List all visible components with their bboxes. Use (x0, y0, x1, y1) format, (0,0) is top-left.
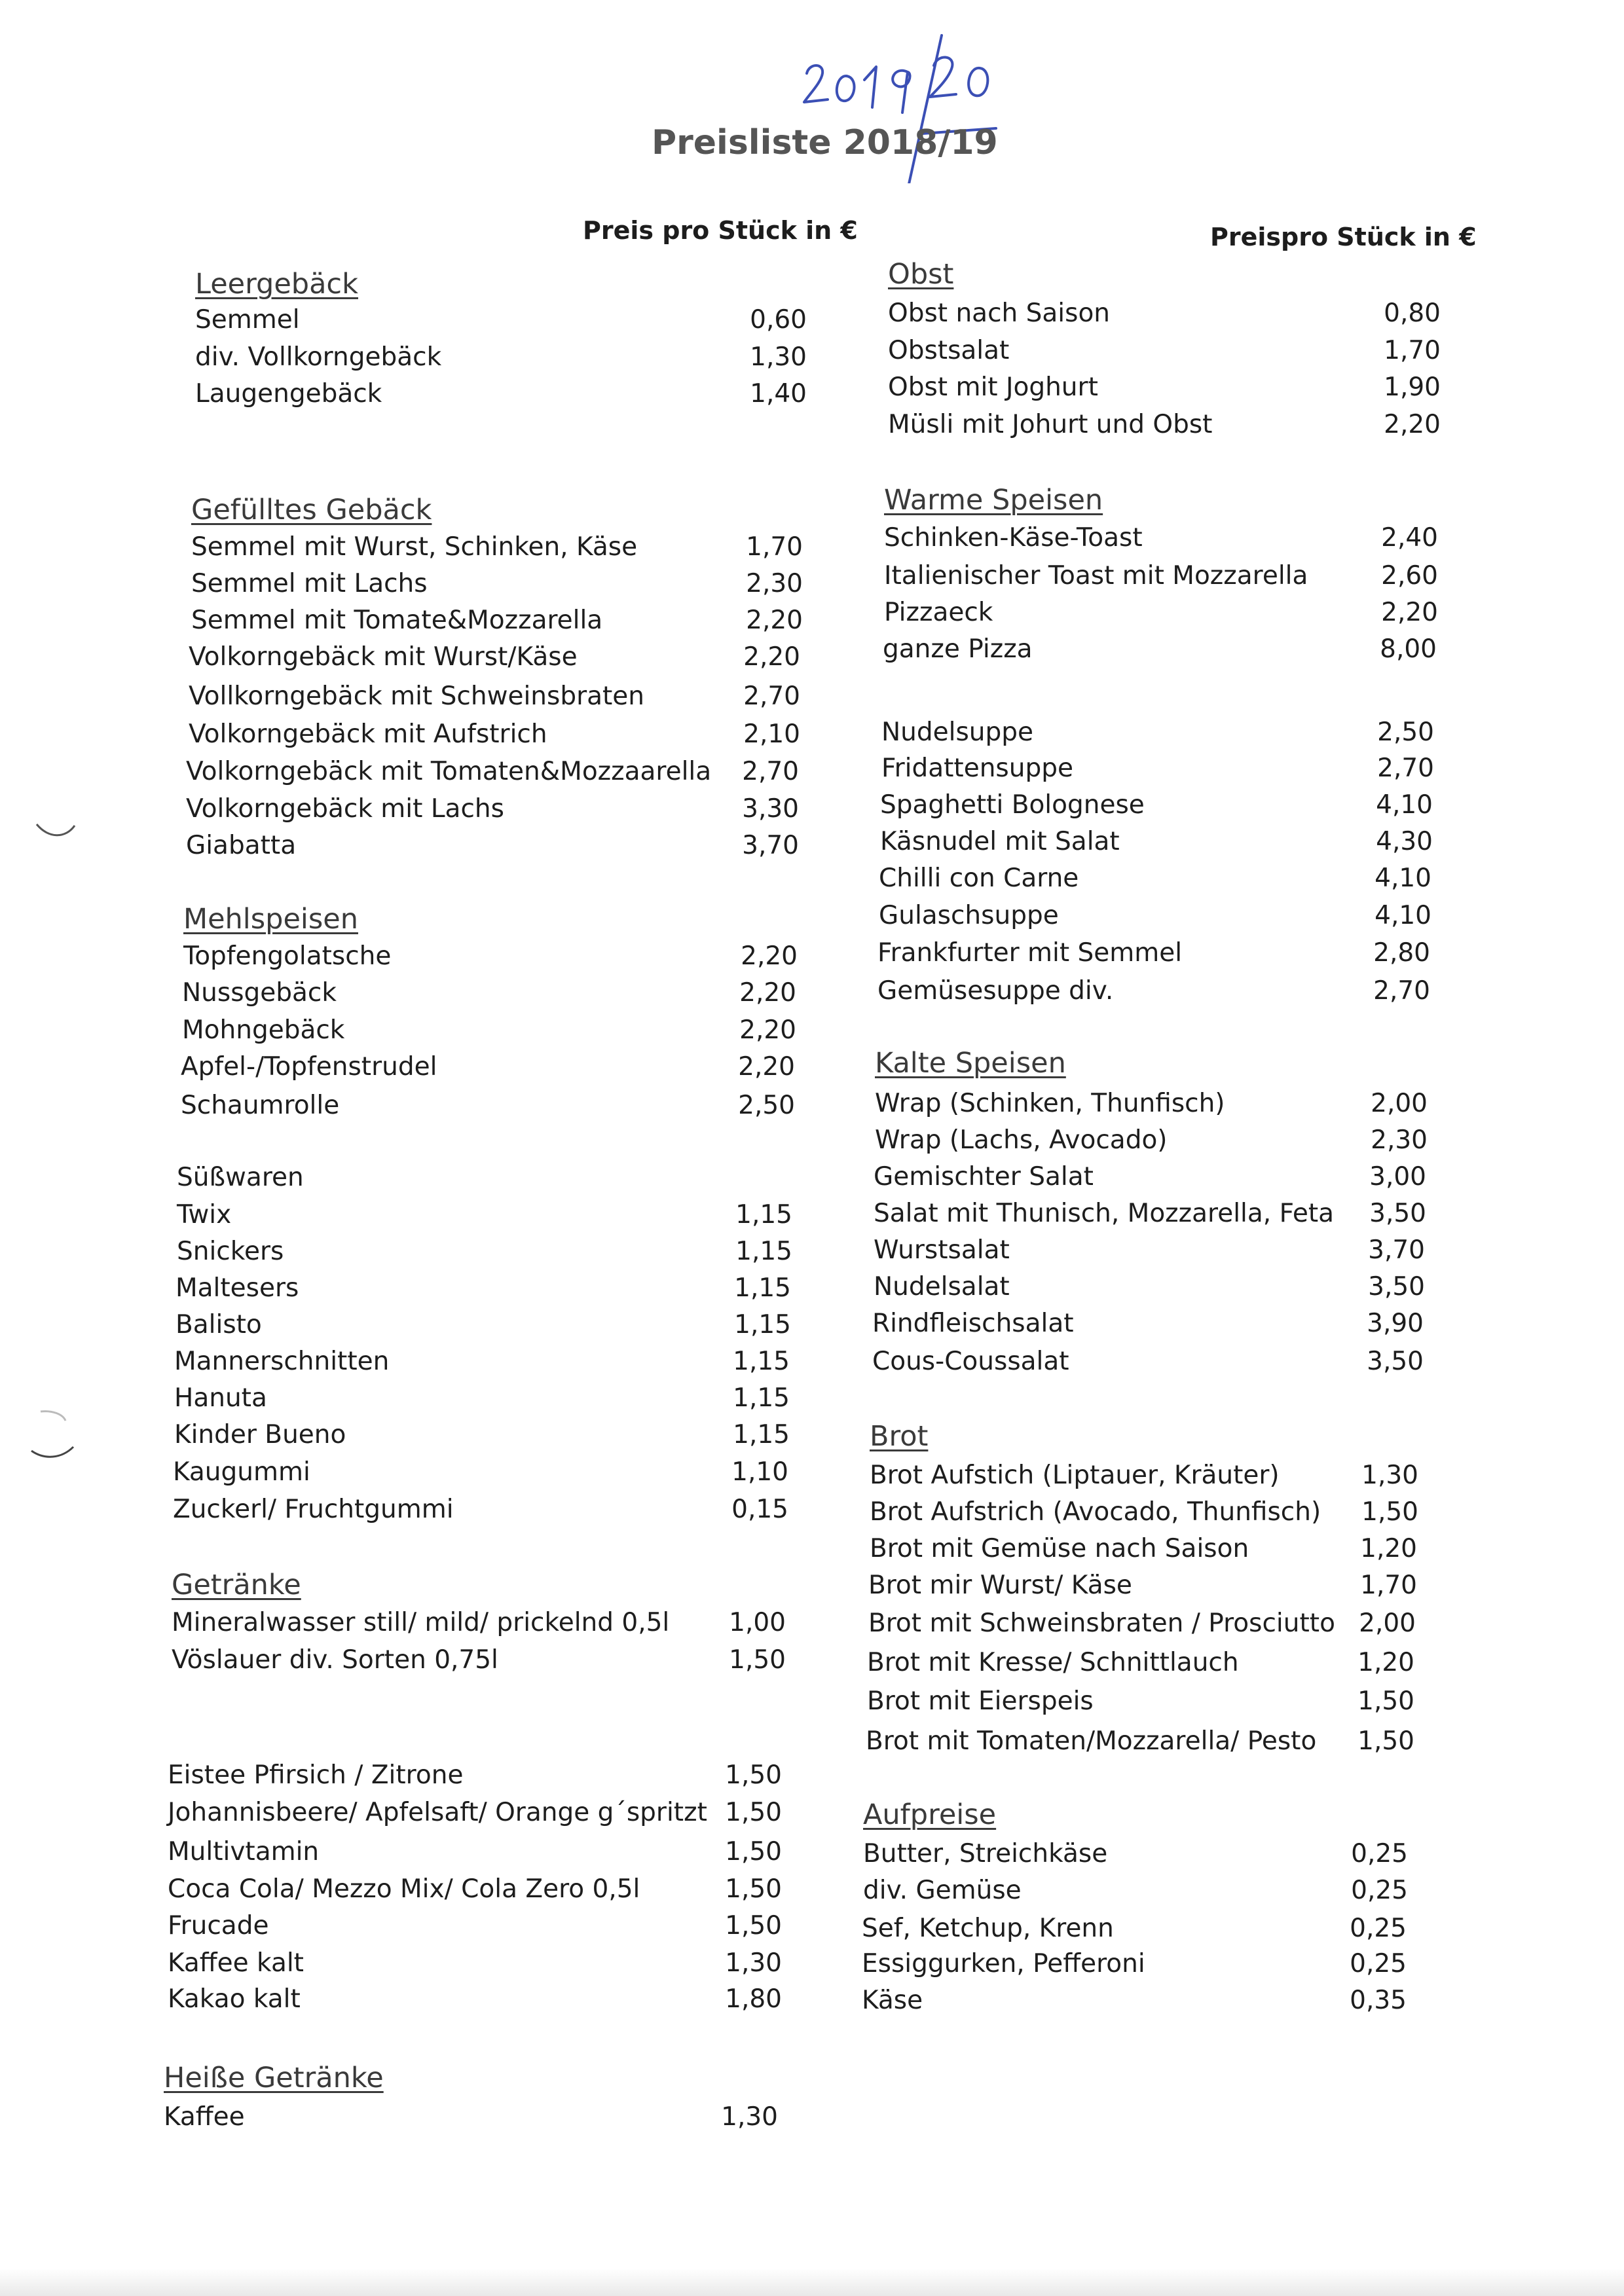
hole-punch-mark (26, 1408, 79, 1467)
price-row (868, 1608, 1416, 1645)
item-price: 1,15 (735, 1200, 792, 1230)
price-row (186, 756, 799, 793)
item-name: Obst mit Joghurt (888, 373, 1098, 402)
item-price: 2,60 (1381, 561, 1438, 591)
item-price: 2,00 (1371, 1089, 1428, 1118)
item-name: Schinken-Käse-Toast (884, 523, 1143, 553)
item-price: 4,10 (1375, 901, 1431, 930)
item-price: 1,30 (725, 1948, 782, 1978)
section-heading (195, 268, 807, 305)
price-row (168, 1797, 782, 1834)
item-price: 1,50 (725, 1798, 782, 1827)
section-heading (888, 259, 1441, 295)
price-row (189, 642, 800, 678)
item-price: 1,50 (729, 1645, 786, 1675)
item-price: 1,50 (725, 1911, 782, 1941)
price-row (872, 1346, 1424, 1383)
item-price: 1,10 (731, 1457, 788, 1487)
price-row (181, 1090, 795, 1127)
item-price: 2,70 (1373, 976, 1430, 1006)
item-name: Vollkorngebäck mit Schweinsbraten (189, 682, 645, 711)
price-row (863, 1875, 1408, 1912)
item-price: 3,70 (742, 831, 799, 860)
item-name: Multivtamin (168, 1837, 320, 1867)
item-name: Frankfurter mit Semmel (877, 938, 1183, 968)
item-price: 2,70 (1377, 754, 1434, 783)
item-price: 2,10 (743, 720, 800, 749)
item-name: Gemischter Salat (874, 1162, 1094, 1192)
price-row (168, 1760, 782, 1796)
item-price: 3,70 (1368, 1235, 1425, 1265)
price-row (875, 1088, 1428, 1125)
price-row (168, 1984, 782, 2020)
item-name: Brot mit Tomaten/Mozzarella/ Pesto (866, 1726, 1317, 1756)
item-price: 2,50 (1377, 718, 1434, 747)
price-row (881, 717, 1434, 754)
item-name: Kaffee kalt (168, 1948, 304, 1978)
item-price: 2,40 (1381, 523, 1438, 553)
price-row (863, 1838, 1408, 1875)
item-price: 2,80 (1373, 938, 1430, 968)
section-title: Warme Speisen (884, 484, 1103, 517)
item-name: Käsnudel mit Salat (880, 827, 1120, 856)
item-name: Müsli mit Johurt und Obst (888, 410, 1213, 439)
price-row (867, 1647, 1414, 1684)
item-name: Wurstsalat (874, 1235, 1010, 1265)
price-row (168, 1948, 782, 1984)
item-price: 1,70 (746, 532, 803, 562)
item-price: 2,20 (743, 642, 800, 672)
item-name: Kakao kalt (168, 1984, 301, 2014)
item-name: Chilli con Carne (879, 864, 1079, 893)
price-row (888, 335, 1441, 372)
price-row (862, 1985, 1407, 2022)
price-row (888, 372, 1441, 409)
item-price: 2,30 (1371, 1125, 1428, 1155)
section-heading (863, 1799, 1408, 1836)
section-title: Leergebäck (195, 268, 358, 301)
price-row (189, 719, 800, 756)
item-name: Vöslauer div. Sorten 0,75l (172, 1645, 498, 1675)
item-price: 4,10 (1376, 790, 1433, 820)
item-price: 1,90 (1384, 373, 1441, 402)
item-price: 0,25 (1350, 1914, 1407, 1943)
price-row (177, 1199, 792, 1236)
price-row (175, 1309, 791, 1346)
section-heading (884, 484, 1438, 521)
price-row (177, 1236, 792, 1273)
item-name: Nudelsalat (874, 1272, 1010, 1302)
price-row (868, 1570, 1417, 1607)
price-row (877, 975, 1430, 1012)
price-row (874, 1198, 1426, 1235)
item-name: div. Gemüse (863, 1876, 1022, 1905)
item-price: 3,30 (742, 794, 799, 824)
section-title: Brot (870, 1420, 929, 1453)
item-price: 2,20 (739, 978, 796, 1008)
item-price: 8,00 (1380, 634, 1437, 664)
item-name: Pizzaeck (884, 598, 993, 627)
item-name: ganze Pizza (883, 634, 1033, 664)
price-row (195, 378, 807, 415)
item-name: Zuckerl/ Fruchtgummi (173, 1495, 454, 1524)
price-row (182, 977, 796, 1014)
item-name: Eistee Pfirsich / Zitrone (168, 1760, 464, 1790)
price-row (874, 1235, 1425, 1271)
item-name: Sef, Ketchup, Krenn (862, 1914, 1114, 1943)
item-name: Hanuta (174, 1383, 267, 1413)
item-name: Topfengolatsche (183, 941, 392, 971)
item-name: Brot mit Gemüse nach Saison (870, 1534, 1249, 1563)
item-name: Volkorngebäck mit Tomaten&Mozzaarella (186, 757, 712, 786)
item-name: Laugengebäck (195, 379, 382, 409)
item-name: Spaghetti Bolognese (880, 790, 1145, 820)
item-name: Käse (862, 1986, 923, 2015)
price-row (862, 1948, 1407, 1985)
item-price: 1,15 (733, 1420, 790, 1449)
item-price: 0,15 (731, 1495, 788, 1524)
item-price: 1,15 (733, 1347, 790, 1376)
item-name: Nudelsuppe (881, 718, 1034, 747)
section-title: Mehlspeisen (183, 903, 358, 936)
item-price: 1,15 (734, 1310, 791, 1339)
item-price: 0,25 (1351, 1876, 1408, 1905)
price-row (174, 1419, 790, 1456)
section-title: Obst (888, 258, 954, 291)
item-name: Cous-Coussalat (872, 1347, 1069, 1376)
item-price: 2,50 (738, 1091, 795, 1120)
section-heading (183, 903, 798, 940)
price-row (182, 1015, 796, 1051)
item-price: 1,50 (725, 1874, 782, 1904)
item-price: 2,00 (1359, 1609, 1416, 1638)
scan-edge (0, 2269, 1624, 2296)
item-name: Mineralwasser still/ mild/ prickelnd 0,5l (172, 1608, 670, 1637)
item-price: 3,90 (1367, 1309, 1424, 1338)
item-name: Coca Cola/ Mezzo Mix/ Cola Zero 0,5l (168, 1874, 640, 1904)
item-price: 2,20 (1384, 410, 1441, 439)
item-name: Volkorngebäck mit Aufstrich (189, 720, 547, 749)
price-row (191, 568, 803, 605)
item-price: 1,50 (1357, 1686, 1414, 1716)
item-name: Gulaschsuppe (879, 901, 1059, 930)
item-price: 2,20 (741, 941, 798, 971)
item-name: Balisto (175, 1310, 262, 1339)
price-row (862, 1913, 1407, 1950)
section-title: Kalte Speisen (875, 1047, 1066, 1080)
section-title: Gefülltes Gebäck (191, 494, 432, 526)
item-name: Giabatta (186, 831, 297, 860)
item-price: 1,20 (1357, 1648, 1414, 1677)
section-heading (191, 494, 803, 531)
price-row (888, 298, 1441, 335)
section-title: Aufpreise (863, 1798, 997, 1831)
price-row (172, 1645, 786, 1681)
item-name: Kaugummi (173, 1457, 310, 1487)
item-name: Butter, Streichkäse (863, 1839, 1108, 1868)
item-name: Kinder Bueno (174, 1420, 346, 1449)
item-name: Wrap (Schinken, Thunfisch) (875, 1089, 1225, 1118)
price-row (189, 681, 800, 718)
item-name: Obst nach Saison (888, 299, 1111, 328)
item-price: 0,35 (1350, 1986, 1407, 2015)
item-price: 2,70 (742, 757, 799, 786)
price-row (877, 938, 1430, 974)
item-price: 1,30 (750, 342, 807, 372)
item-price: 1,70 (1360, 1571, 1417, 1600)
item-name: Maltesers (175, 1273, 299, 1303)
item-price: 1,30 (1361, 1461, 1418, 1490)
price-row (870, 1497, 1418, 1533)
item-price: 3,50 (1368, 1272, 1425, 1302)
item-name: Schaumrolle (181, 1091, 340, 1120)
price-row (183, 941, 798, 977)
price-row (875, 1125, 1428, 1161)
item-name: Gemüsesuppe div. (877, 976, 1114, 1006)
item-name: Wrap (Lachs, Avocado) (875, 1125, 1168, 1155)
item-price: 1,15 (735, 1237, 792, 1266)
item-price: 0,80 (1384, 299, 1441, 328)
item-price: 3,50 (1369, 1199, 1426, 1228)
price-row (173, 1457, 788, 1493)
price-row (181, 1051, 795, 1088)
item-name: Brot Aufstrich (Avocado, Thunfisch) (870, 1497, 1321, 1527)
price-row (884, 522, 1438, 559)
price-row (867, 1686, 1414, 1722)
price-row (174, 1346, 790, 1383)
item-name: Semmel mit Tomate&Mozzarella (191, 606, 603, 635)
price-row (870, 1533, 1417, 1570)
item-name: Obstsalat (888, 336, 1010, 365)
item-name: Semmel mit Lachs (191, 569, 428, 598)
price-row (880, 790, 1433, 826)
price-row (168, 1836, 782, 1873)
item-name: Snickers (177, 1237, 284, 1266)
price-row (186, 793, 799, 830)
item-name: Fridattensuppe (881, 754, 1073, 783)
item-name: Nussgebäck (182, 978, 337, 1008)
item-price: 2,20 (746, 606, 803, 635)
item-price: 2,20 (1381, 598, 1438, 627)
item-price: 1,50 (725, 1760, 782, 1790)
price-row (888, 409, 1441, 446)
item-price: 3,50 (1367, 1347, 1424, 1376)
item-price: 2,20 (739, 1015, 796, 1045)
price-row (883, 634, 1437, 670)
price-row (872, 1308, 1424, 1345)
item-price: 0,25 (1350, 1949, 1407, 1978)
hole-punch-mark (33, 815, 79, 848)
item-price: 1,50 (725, 1837, 782, 1867)
price-row (881, 753, 1434, 790)
item-price: 1,70 (1384, 336, 1441, 365)
item-name: Brot mit Eierspeis (867, 1686, 1094, 1716)
item-name: Semmel mit Wurst, Schinken, Käse (191, 532, 638, 562)
item-price: 1,00 (729, 1608, 786, 1637)
price-row (874, 1161, 1426, 1198)
item-name: Apfel-/Topfenstrudel (181, 1052, 437, 1082)
item-name: Salat mit Thunisch, Mozzarella, Feta (874, 1199, 1335, 1228)
item-name: Rindfleischsalat (872, 1309, 1074, 1338)
section-title: Süßwaren (177, 1163, 304, 1192)
item-name: Volkorngebäck mit Lachs (186, 794, 504, 824)
item-price: 1,50 (1361, 1497, 1418, 1527)
price-row (884, 597, 1438, 634)
price-row (884, 560, 1438, 597)
price-row (195, 342, 807, 378)
item-name: Twix (177, 1200, 232, 1230)
item-name: Brot mit Schweinsbraten / Prosciutto (868, 1609, 1335, 1638)
right-column-header: Preispro Stück in € (1210, 223, 1477, 251)
item-name: Johannisbeere/ Apfelsaft/ Orange g´spritzt (168, 1798, 707, 1827)
item-price: 3,00 (1369, 1162, 1426, 1192)
item-name: Frucade (168, 1911, 269, 1941)
item-price: 1,80 (725, 1984, 782, 2014)
item-price: 1,30 (721, 2102, 778, 2132)
section-title: Getränke (172, 1569, 301, 1601)
price-row (175, 1273, 791, 1309)
price-row (173, 1494, 788, 1531)
price-row (164, 2102, 778, 2138)
section-heading (870, 1421, 1420, 1457)
item-price: 1,15 (734, 1273, 791, 1303)
section-heading (172, 1569, 786, 1606)
price-row (874, 1271, 1425, 1308)
left-column-header: Preis pro Stück in € (583, 216, 858, 245)
item-name: Essiggurken, Pefferoni (862, 1949, 1145, 1978)
price-row (191, 532, 803, 568)
item-name: Mannerschnitten (174, 1347, 390, 1376)
page-title: Preisliste 2018/19 (652, 123, 998, 162)
item-name: Volkorngebäck mit Wurst/Käse (189, 642, 578, 672)
price-row (195, 304, 807, 341)
price-row (186, 830, 799, 867)
price-row (172, 1607, 786, 1644)
item-price: 4,10 (1375, 864, 1431, 893)
item-name: Brot mir Wurst/ Käse (868, 1571, 1132, 1600)
item-name: Semmel (195, 305, 300, 335)
item-price: 1,15 (733, 1383, 790, 1413)
item-price: 1,50 (1357, 1726, 1414, 1756)
item-name: Brot Aufstich (Liptauer, Kräuter) (870, 1461, 1280, 1490)
item-price: 4,30 (1376, 827, 1433, 856)
price-row (879, 900, 1431, 937)
price-row (168, 1874, 782, 1910)
item-name: Italienischer Toast mit Mozzarella (884, 561, 1308, 591)
section-title: Heiße Getränke (164, 2062, 384, 2094)
item-price: 2,70 (743, 682, 800, 711)
item-price: 2,20 (738, 1052, 795, 1082)
price-row (870, 1460, 1418, 1497)
section-heading (875, 1048, 1428, 1084)
item-price: 0,60 (750, 305, 807, 335)
price-row (880, 826, 1433, 863)
price-row (168, 1910, 782, 1947)
price-row (866, 1726, 1414, 1762)
item-name: Brot mit Kresse/ Schnittlauch (867, 1648, 1239, 1677)
price-row (879, 863, 1431, 900)
item-name: Kaffee (164, 2102, 245, 2132)
item-price: 1,20 (1360, 1534, 1417, 1563)
item-name: Mohngebäck (182, 1015, 345, 1045)
item-price: 1,40 (750, 379, 807, 409)
item-name: div. Vollkorngebäck (195, 342, 442, 372)
section-heading (177, 1162, 792, 1199)
item-price: 2,30 (746, 569, 803, 598)
price-row (174, 1383, 790, 1419)
item-price: 0,25 (1351, 1839, 1408, 1868)
price-row (191, 605, 803, 642)
section-heading (164, 2062, 778, 2099)
